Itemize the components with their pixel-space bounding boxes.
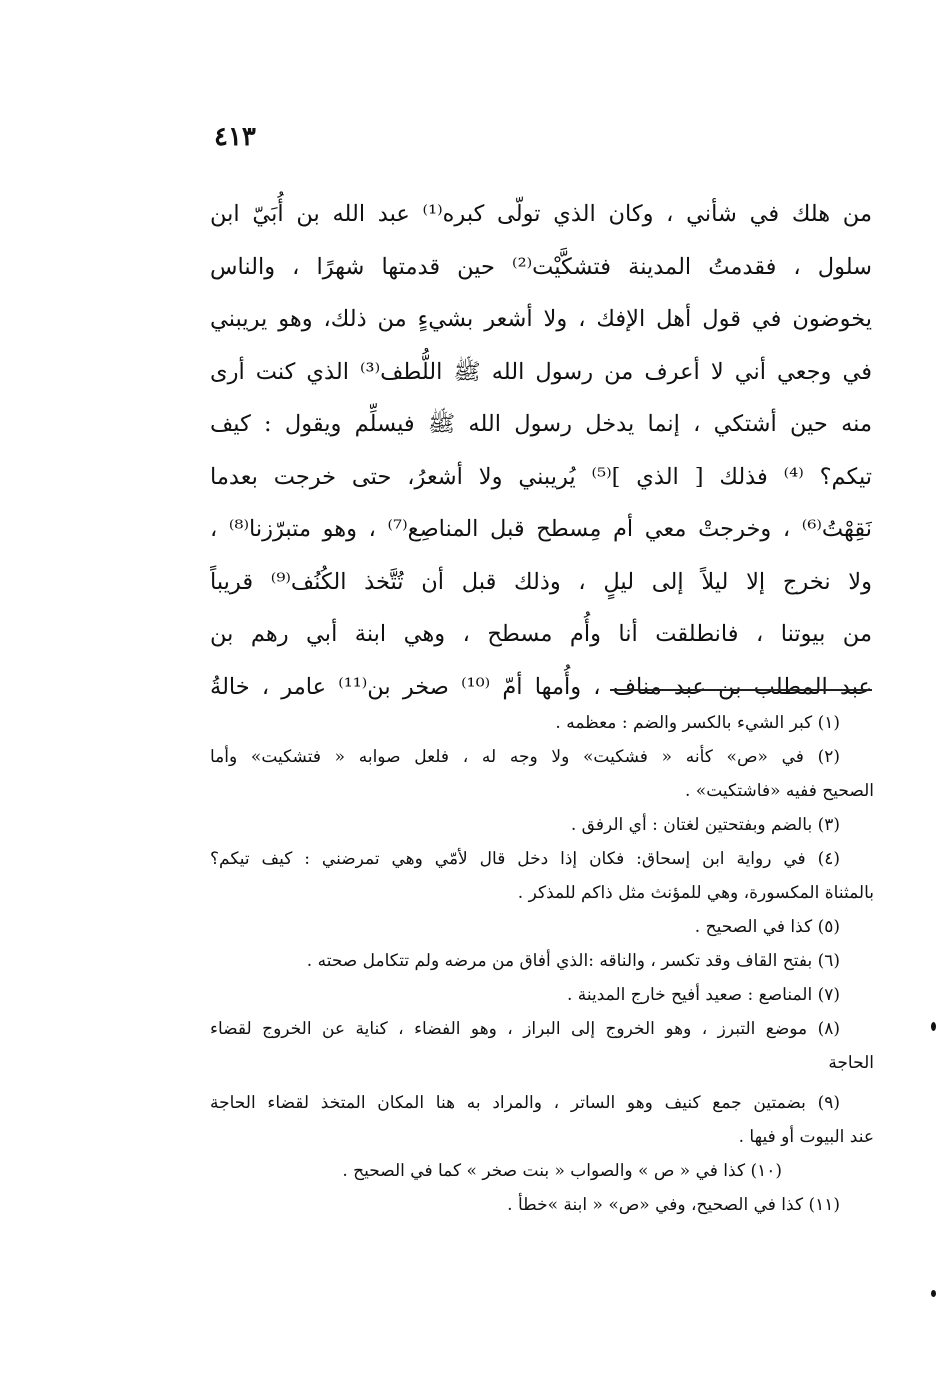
footnote-line: (٤) في رواية ابن إسحاق: فكان إذا دخل قال لأمّي وهي تمرضني : كيف تيكم؟ [210,849,840,869]
body-line: سلول ، فقدمتُ المدينة فتشكَّيْت⁽²⁾ حين قدمتها شهرًا ، والناس [210,253,872,280]
footnotes [210,706,874,1222]
footnote-8 [210,1012,874,1080]
body-line: ولا نخرج إلا ليلاً إلى ليلٍ ، وذلك قبل أن تُتَّخذ الكُنُف⁽⁹⁾ قريباً [210,568,872,595]
scan-speck [931,1290,936,1297]
footnote-3 [210,808,874,842]
footnote-line: (١١) كذا في الصحيح، وفي «ص» « ابنة »خطأ . [507,1195,840,1215]
footnote-line: (١٠) كذا في « ص » والصواب « بنت صخر » كما في الصحيح . [342,1161,782,1181]
footnote-7 [210,978,874,1012]
page-number: ٤١٣ [214,122,256,152]
scan-speck [931,1022,936,1031]
footnote-4 [210,842,874,910]
body-line: تيكم؟ ⁽⁴⁾ فذلك [ الذي ]⁽⁵⁾ يُريبني ولا أشعرُ، حتى خرجت بعدما [210,463,872,490]
body-line: منه حين أشتكي ، إنما يدخل رسول الله ﷺ فيسلِّم ويقول : كيف [210,411,872,437]
footnote-line: (٢) في «ص» كأنه « فشكيت» ولا وجه له ، فلعل صوابه « فتشكيت» وأما [210,747,840,767]
footnote-10 [210,1154,874,1188]
footnote-line: (٨) موضع التبرز ، وهو الخروج إلى البراز ، وهو الفضاء ، كناية عن الخروج لقضاء [210,1019,840,1039]
footnote-line: بالمثناة المكسورة، وهي للمؤنث مثل ذاكم للمذكر . [517,883,874,903]
footnote-line: (٥) كذا في الصحيح . [694,917,840,937]
footnote-line: (٧) المناصع : صعيد أفيح خارج المدينة . [566,985,840,1005]
footnote-line: الحاجة [828,1053,874,1073]
footnote-line: عند البيوت أو فيها . [738,1127,874,1147]
footnote-9 [210,1086,874,1154]
footnote-line: (١) كبر الشيء بالكسر والضم : معظمه . [555,713,840,733]
footnote-1 [210,706,874,740]
body-line: من هلك في شأني ، وكان الذي تولّى كبره⁽¹⁾ عبد الله بن أُبَيّ ابن [210,201,872,227]
body-line: من بيوتنا ، فانطلقت أنا وأُم مسطح ، وهي ابنة أبي رهم بن [210,621,872,647]
footnote-2 [210,740,874,808]
footnote-line: (٩) بضمتين جمع كنيف وهو الساتر ، والمراد به هنا المكان المتخذ لقضاء الحاجة [210,1093,840,1113]
body-text [210,188,872,713]
footnote-line: (٦) بفتح القاف وقد تكسر ، والناقه :الذي أفاق من مرضه ولم تتكامل صحته . [306,951,840,971]
body-line: عبد المطلب بن عبد مناف ، وأُمها أمّ ⁽¹⁰⁾ صخر بن⁽¹¹⁾ عامر ، خالةُ [210,673,872,700]
body-line: في وجعي أني لا أعرف من رسول الله ﷺ اللُّطف⁽³⁾ الذي كنت أرى [210,358,872,385]
footnote-5 [210,910,874,944]
footnote-line: الصحيح ففيه «فاشتكيت» . [684,781,874,801]
footnote-11 [210,1188,874,1222]
body-line: نَقِهْتُ⁽⁶⁾ ، وخرجتْ معي أم مِسطح قبل المناصِع⁽⁷⁾ ، وهو متبرّزنا⁽⁸⁾ ، [210,516,872,542]
footnote-divider [610,689,872,691]
footnote-line: (٣) بالضم وبفتحتين لغتان : أي الرفق . [570,815,840,835]
body-line: يخوضون في قول أهل الإفك ، ولا أشعر بشيءٍ من ذلك، وهو يريبني [210,306,872,332]
footnote-6 [210,944,874,978]
